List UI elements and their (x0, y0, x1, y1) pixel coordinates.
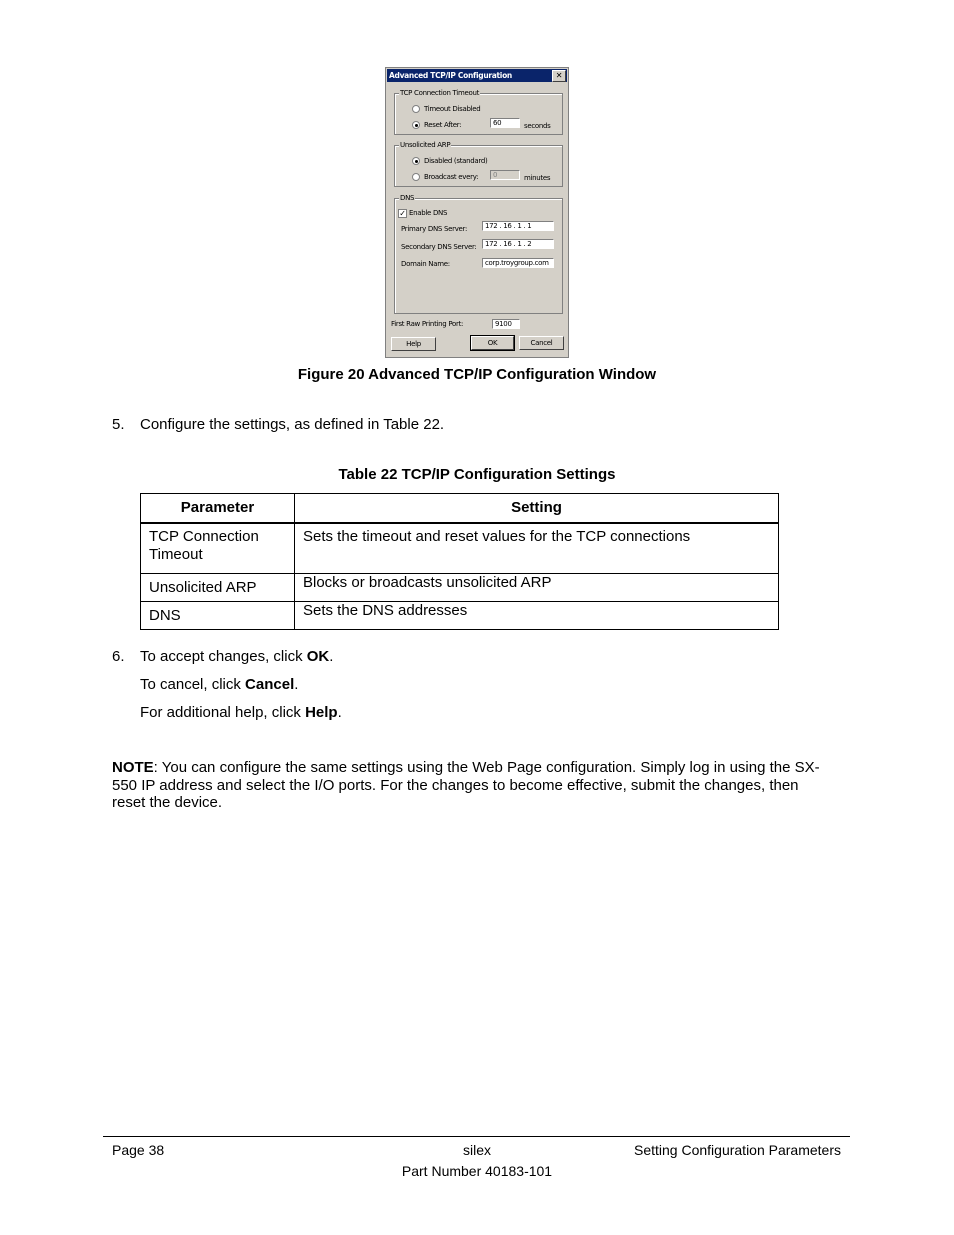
step-6-number: 6. (112, 648, 125, 665)
timeout-disabled-radio[interactable] (412, 105, 420, 113)
reset-after-label: Reset After: (424, 121, 462, 129)
timeout-disabled-label: Timeout Disabled (424, 105, 481, 113)
close-icon[interactable]: ✕ (552, 70, 566, 82)
dialog-title: Advanced TCP/IP Configuration (389, 71, 512, 80)
step-6-cancel-pre: To cancel, click (140, 676, 246, 693)
secondary-dns-label: Secondary DNS Server: (401, 243, 477, 251)
dns-group (394, 194, 563, 314)
footer-section-title: Setting Configuration Parameters (634, 1142, 841, 1158)
step-5-number: 5. (112, 416, 125, 433)
footer-page-number: Page 38 (112, 1142, 165, 1158)
primary-dns-input[interactable]: 172 . 16 . 1 . 1 (482, 221, 554, 231)
table-row (141, 523, 779, 574)
step-6-ok-pre: To accept changes, click (140, 648, 307, 665)
step-6-cancel-post: . (294, 676, 299, 693)
step-6-help-post: . (337, 704, 342, 721)
arp-broadcast-input[interactable]: 0 (490, 170, 520, 180)
arp-broadcast-radio[interactable] (412, 173, 420, 181)
arp-group-title: Unsolicited ARP (400, 141, 451, 149)
step-6-ok-post: . (329, 648, 334, 665)
arp-unit-label: minutes (524, 174, 551, 182)
reset-after-input[interactable]: 60 (490, 118, 520, 128)
footer-part-number: Part Number 40183-101 (401, 1163, 553, 1179)
note-label: NOTE (112, 759, 154, 776)
domain-name-label: Domain Name: (401, 260, 450, 268)
table-cell-parameter: TCP Connection Timeout (141, 523, 295, 574)
figure-caption: Figure 20 Advanced TCP/IP Configuration Window (297, 366, 657, 383)
enable-dns-label: Enable DNS (409, 209, 448, 217)
raw-port-label: First Raw Printing Port: (391, 320, 464, 328)
step-6-help-bold: Help (305, 704, 338, 721)
step-6-cancel-bold: Cancel (245, 676, 295, 693)
footer-divider (103, 1136, 850, 1137)
step-5-text: Configure the settings, as defined in Table 22. (140, 416, 445, 433)
unsolicited-arp-group (394, 141, 563, 187)
table-caption: Table 22 TCP/IP Configuration Settings (338, 466, 616, 483)
table-row (141, 602, 779, 630)
table-cell-setting: Blocks or broadcasts unsolicited ARP (295, 574, 779, 602)
step-6-ok-bold: OK (306, 648, 330, 665)
reset-after-radio[interactable] (412, 121, 420, 129)
step-6-line-cancel (140, 676, 298, 694)
arp-disabled-label: Disabled (standard) (424, 157, 488, 165)
table-header-setting: Setting (295, 494, 779, 524)
cancel-button[interactable]: Cancel (519, 336, 564, 350)
advanced-tcpip-dialog (385, 67, 569, 358)
note-paragraph (112, 759, 832, 812)
dialog-titlebar (387, 69, 567, 82)
arp-broadcast-label: Broadcast every: (424, 173, 479, 181)
help-button[interactable]: Help (391, 337, 436, 351)
table-header-parameter: Parameter (141, 494, 295, 524)
table-cell-setting: Sets the DNS addresses (295, 602, 779, 630)
secondary-dns-input[interactable]: 172 . 16 . 1 . 2 (482, 239, 554, 249)
raw-port-input[interactable]: 9100 (492, 319, 520, 329)
note-text: : You can configure the same settings using the Web Page configuration. Simply log in using the SX-550 IP address and select the I/O ports. For the changes to become effective, submit the changes, then reset the device. (112, 759, 820, 811)
footer-brand: silex (462, 1142, 491, 1158)
step-6-line-help (140, 704, 342, 722)
dns-group-title: DNS (400, 194, 415, 202)
primary-dns-label: Primary DNS Server: (401, 225, 468, 233)
enable-dns-checkbox[interactable]: ✓ (399, 209, 406, 218)
step-6-help-pre: For additional help, click (140, 704, 306, 721)
settings-table (140, 493, 779, 630)
table-cell-setting: Sets the timeout and reset values for the TCP connections (295, 523, 779, 574)
domain-name-input[interactable]: corp.troygroup.com (482, 258, 554, 268)
tcp-group-title: TCP Connection Timeout (400, 89, 480, 97)
table-row (141, 574, 779, 602)
step-6-line-ok (140, 648, 333, 666)
ok-button[interactable]: OK (471, 336, 514, 350)
tcp-timeout-group (394, 89, 563, 135)
arp-disabled-radio[interactable] (412, 157, 420, 165)
table-cell-parameter: DNS (141, 602, 295, 630)
table-header-row (141, 494, 779, 524)
reset-unit-label: seconds (524, 122, 551, 130)
table-cell-parameter: Unsolicited ARP (141, 574, 295, 602)
